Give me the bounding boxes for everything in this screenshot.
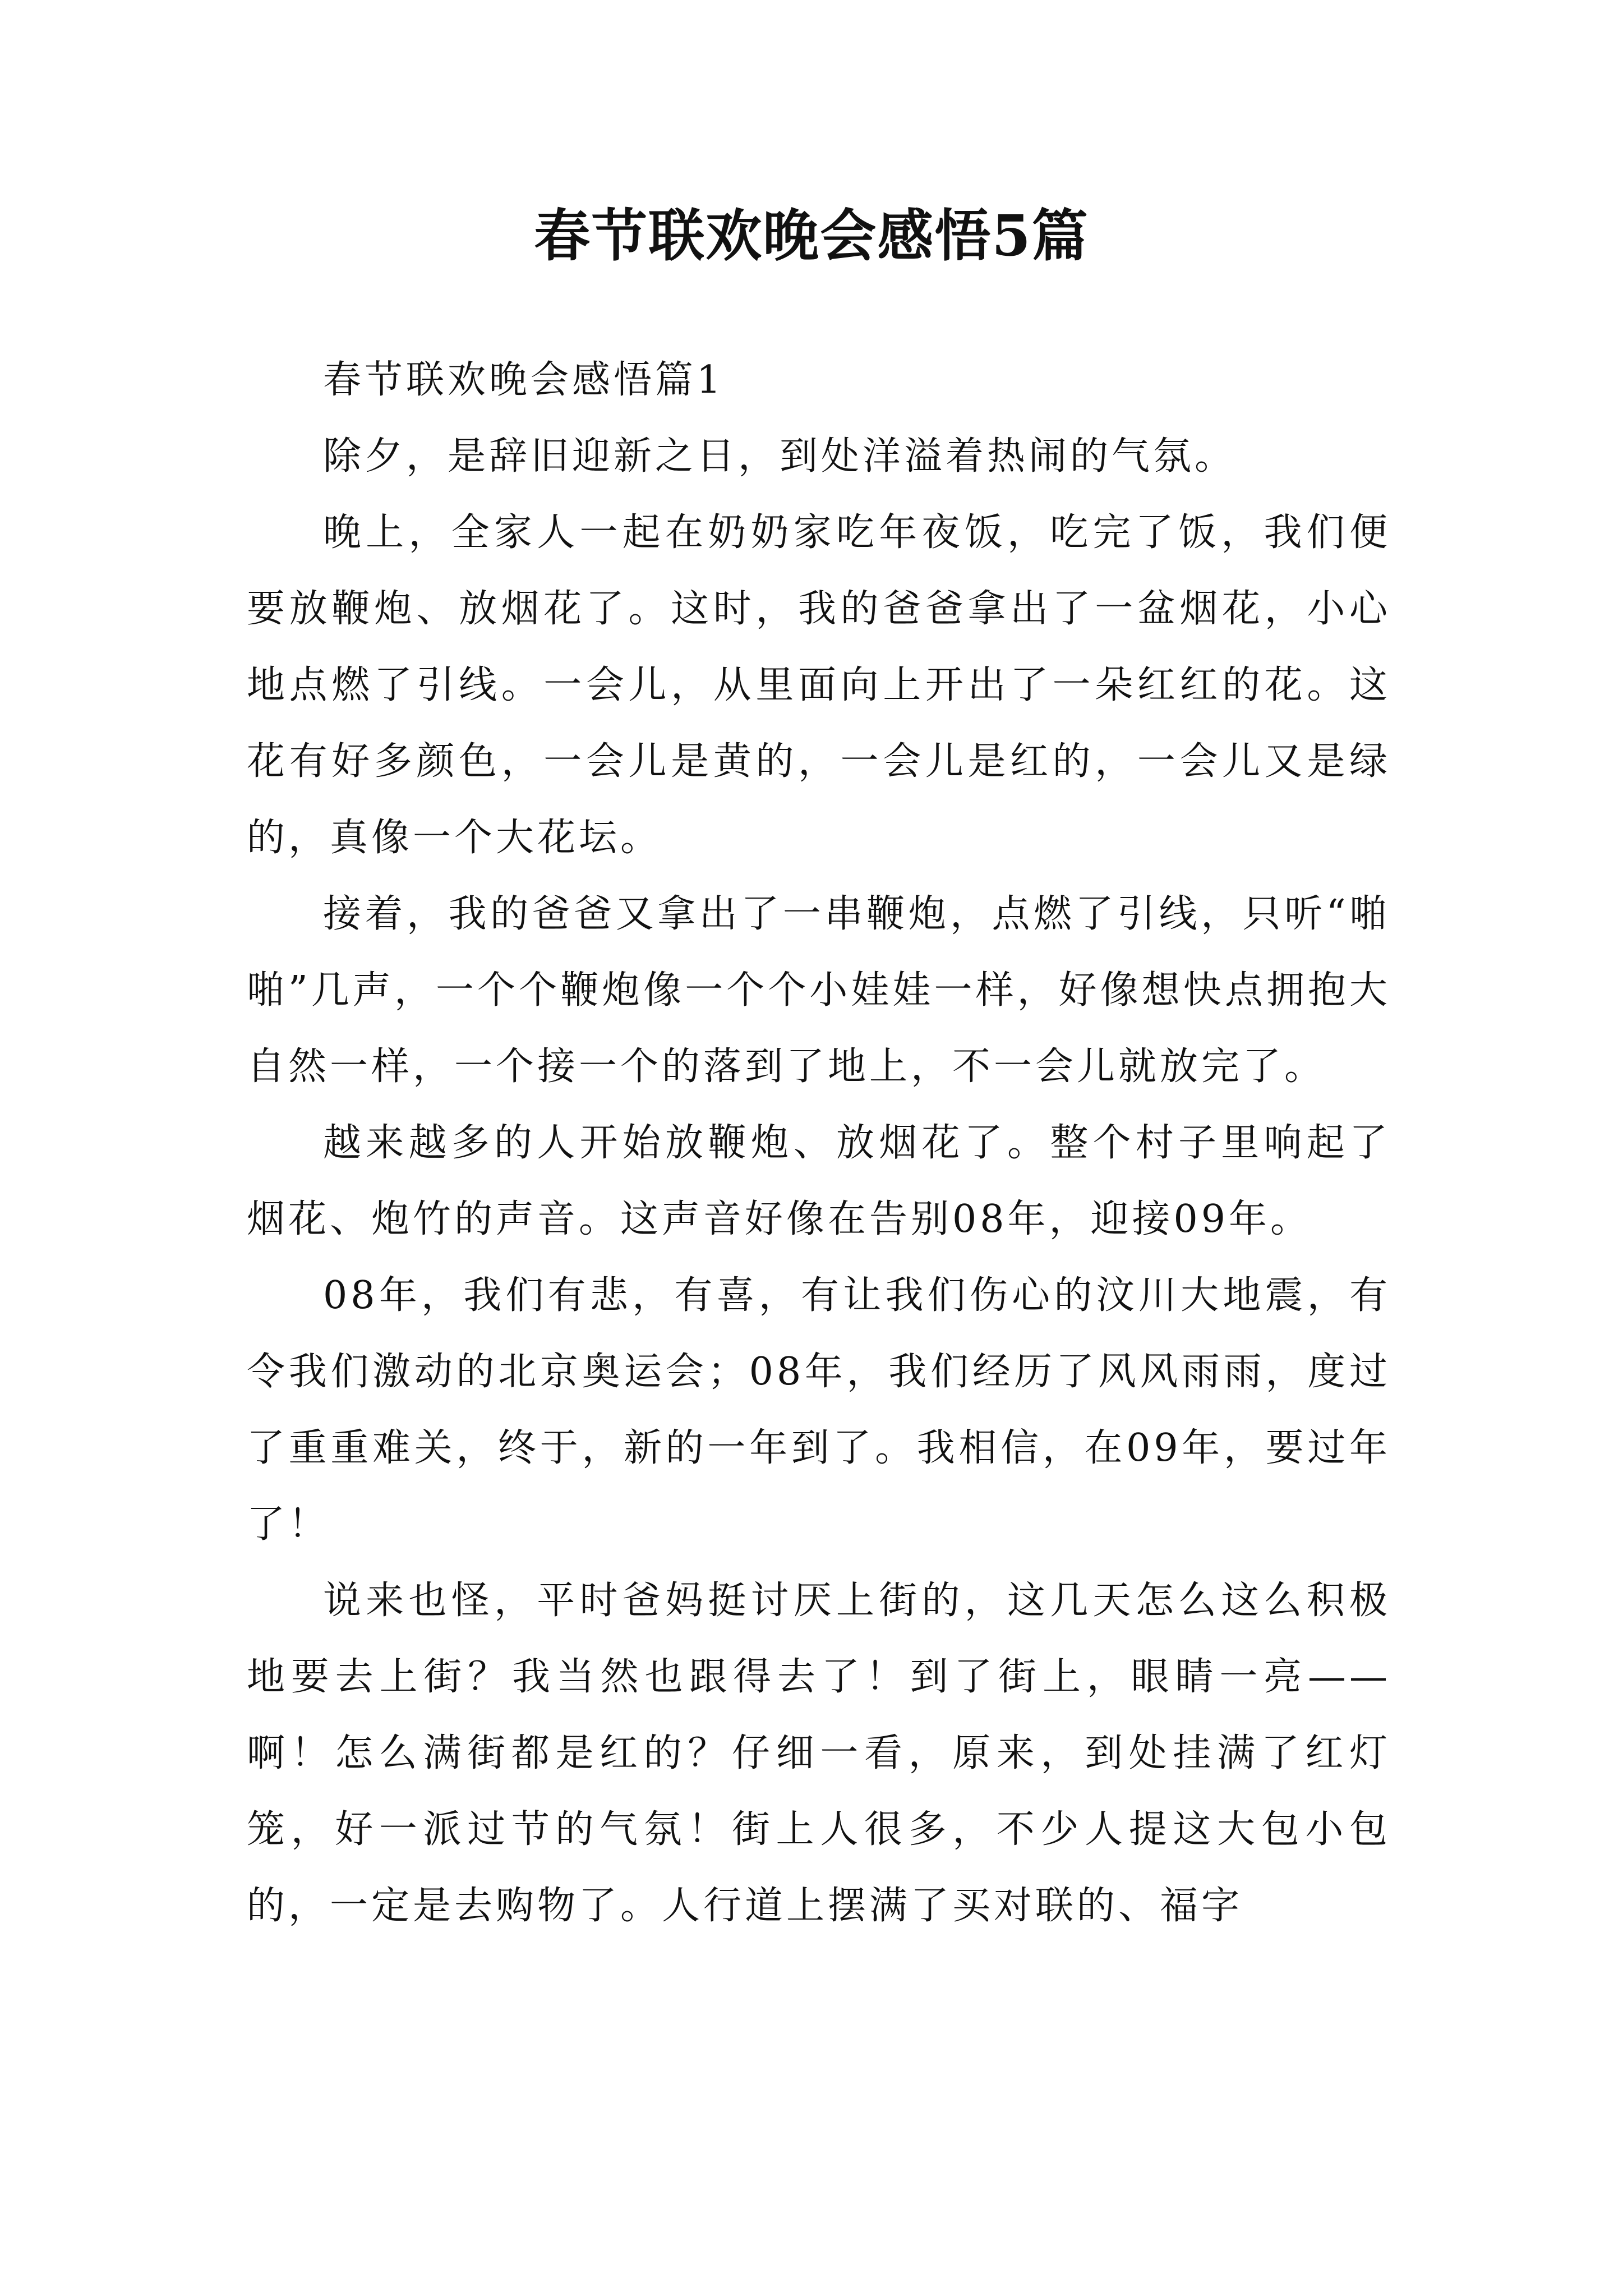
document-body (247, 342, 1391, 1944)
section-heading: 春节联欢晚会感悟篇1 (323, 358, 725, 402)
paragraph: 接着，我的爸爸又拿出了一串鞭炮，点燃了引线，只听“啪啪”几声，一个个鞭炮像一个个小娃娃一样，好像想快点拥抱大自然一样，一个接一个的落到了地上，不一会儿就放完了。 (247, 892, 1391, 1089)
paragraph: 除夕，是辞旧迎新之日，到处洋溢着热闹的气氛。 (323, 434, 1237, 478)
paragraph: 说来也怪，平时爸妈挺讨厌上街的，这几天怎么这么积极地要去上街？我当然也跟得去了！到了街上，眼睛一亮——啊！怎么满街都是红的？仔细一看，原来，到处挂满了红灯笼，好一派过节的气氛！街上人很多，不少人提这大包小包的，一定是去购物了。人行道上摆满了买对联的、福字 (247, 1579, 1391, 1928)
paragraph: 晚上，全家人一起在奶奶家吃年夜饭，吃完了饭，我们便要放鞭炮、放烟花了。这时，我的爸爸拿出了一盆烟花，小心地点燃了引线。一会儿，从里面向上开出了一朵红红的花。这花有好多颜色，一会儿是黄的，一会儿是红的，一会儿又是绿的，真像一个大花坛。 (247, 510, 1391, 860)
paragraph: 08年，我们有悲，有喜，有让我们伤心的汶川大地震，有令我们激动的北京奥运会；08年，我们经历了风风雨雨，度过了重重难关，终于，新的一年到了。我相信，在09年，要过年了！ (247, 1273, 1391, 1547)
paragraph: 越来越多的人开始放鞭炮、放烟花了。整个村子里响起了烟花、炮竹的声音。这声音好像在告别08年，迎接09年。 (247, 1121, 1391, 1241)
document-title: 春节联欢晚会感悟5篇 (534, 203, 1089, 269)
